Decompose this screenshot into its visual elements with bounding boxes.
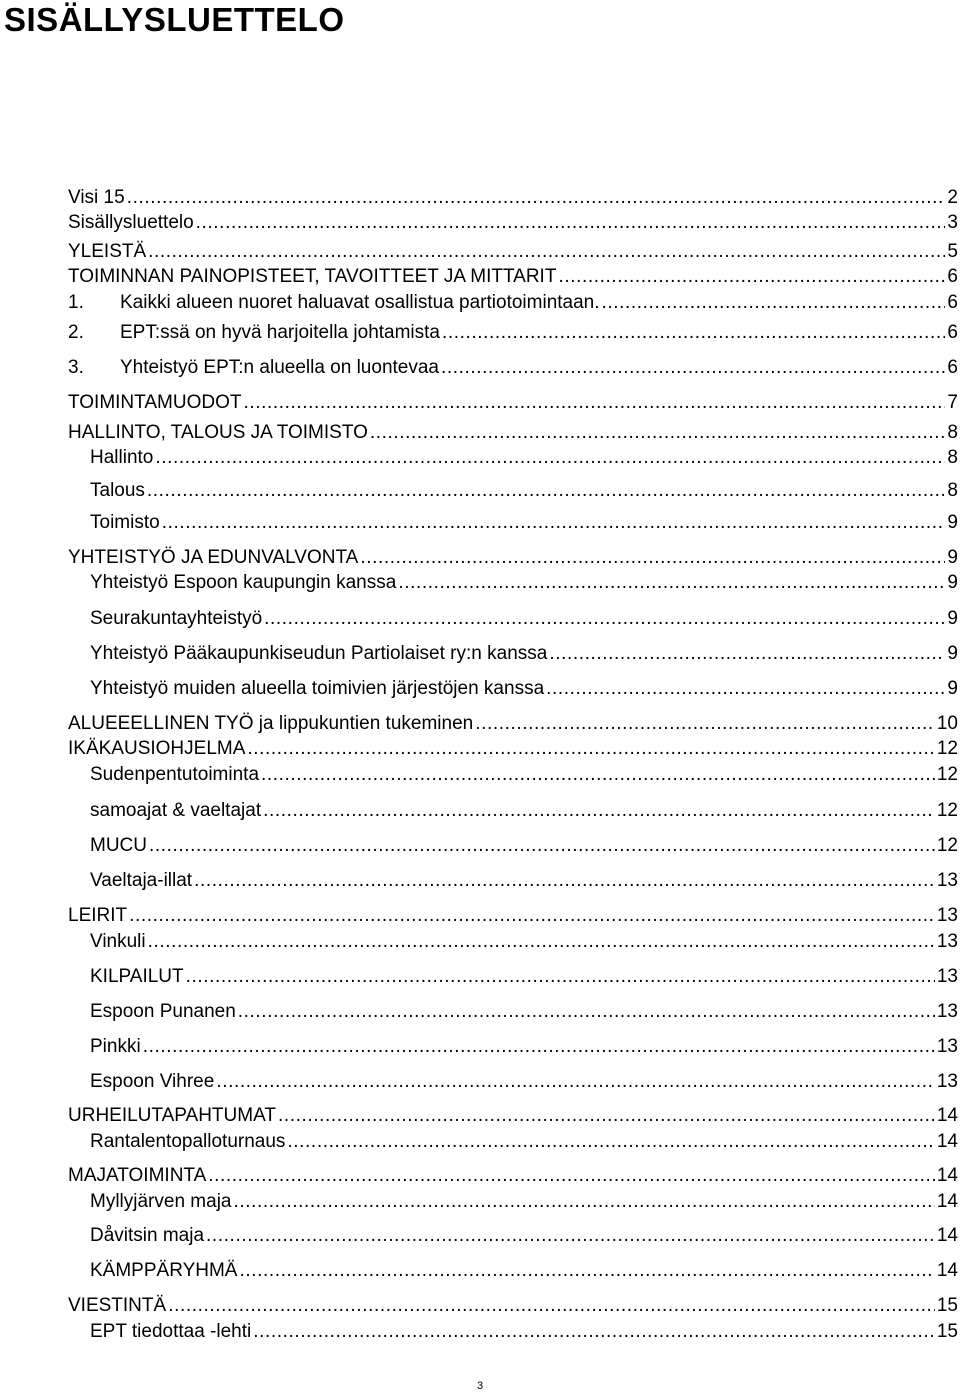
toc-dot-leader (253, 1320, 935, 1344)
toc-entry[interactable] (90, 799, 958, 823)
toc-dot-leader (549, 642, 945, 666)
toc-entry-label: Kaikki alueen nuoret haluavat osallistua partiotoimintaan. (120, 292, 600, 313)
toc-dot-leader (243, 391, 945, 415)
toc-entry[interactable] (90, 446, 958, 470)
toc-entry-page: 3 (947, 212, 958, 233)
toc-entry[interactable] (90, 1259, 958, 1283)
toc-entry-label: YLEISTÄ (68, 241, 147, 262)
toc-entry[interactable] (68, 356, 958, 380)
toc-entry-page: 14 (936, 1225, 958, 1246)
toc-entry-page: 7 (947, 392, 958, 413)
toc-entry-page: 14 (936, 1191, 958, 1212)
toc-entry-page: 13 (936, 1071, 958, 1092)
page-number: 3 (476, 1380, 484, 1392)
toc-entry-label: Pinkki (90, 1036, 141, 1057)
toc-dot-leader (602, 291, 946, 315)
toc-dot-leader (216, 1070, 935, 1094)
toc-dot-leader (129, 904, 935, 928)
toc-entry[interactable] (68, 1164, 958, 1188)
toc-entry[interactable] (90, 1000, 958, 1024)
toc-entry-page: 13 (936, 1036, 958, 1057)
toc-dot-leader (162, 511, 946, 535)
toc-dot-leader (558, 265, 945, 289)
toc-dot-leader (239, 1259, 934, 1283)
toc-entry-number: 1. (68, 292, 84, 313)
toc-dot-leader (127, 186, 946, 210)
toc-entry-label: Yhteistyö EPT:n alueella on luontevaa (120, 357, 439, 378)
toc-entry[interactable] (68, 712, 958, 736)
toc-entry[interactable] (90, 1035, 958, 1059)
toc-dot-leader (206, 1224, 935, 1248)
toc-dot-leader (287, 1130, 934, 1154)
toc-entry-page: 13 (936, 931, 958, 952)
toc-entry-label: Hallinto (90, 447, 154, 468)
toc-entry-page: 12 (936, 738, 958, 759)
toc-entry-page: 8 (947, 480, 958, 501)
toc-entry[interactable] (68, 211, 958, 235)
toc-entry-page: 6 (947, 357, 958, 378)
toc-entry[interactable] (90, 642, 958, 666)
toc-entry-page: 13 (936, 905, 958, 926)
toc-entry[interactable] (68, 421, 958, 445)
toc-entry-page: 13 (936, 1001, 958, 1022)
toc-entry-page: 9 (947, 608, 958, 629)
toc-dot-leader (442, 321, 945, 345)
toc-entry-page: 8 (947, 422, 958, 443)
toc-entry[interactable] (90, 930, 958, 954)
toc-entry-label: Espoon Vihree (90, 1071, 215, 1092)
toc-entry[interactable] (90, 1224, 958, 1248)
toc-dot-leader (186, 965, 935, 989)
table-of-contents (68, 0, 958, 1394)
toc-entry-label: MUCU (90, 835, 147, 856)
toc-entry-label: TOIMINTAMUODOT (68, 392, 242, 413)
toc-dot-leader (263, 799, 935, 823)
toc-entry-label: Yhteistyö Pääkaupunkiseudun Partiolaiset ry:n kanssa (90, 643, 548, 664)
toc-entry-label: TOIMINNAN PAINOPISTEET, TAVOITTEET JA MITTARIT (68, 266, 557, 287)
toc-dot-leader (194, 869, 935, 893)
toc-entry[interactable] (68, 186, 958, 210)
toc-entry[interactable] (90, 869, 958, 893)
toc-dot-leader (168, 1294, 935, 1318)
toc-entry[interactable] (90, 511, 958, 535)
toc-entry-page: 9 (947, 547, 958, 568)
toc-entry[interactable] (68, 391, 958, 415)
toc-entry-page: 13 (936, 966, 958, 987)
toc-entry-label: Seurakuntayhteistyö (90, 608, 263, 629)
toc-entry[interactable] (68, 240, 958, 264)
toc-entry-label: EPT tiedottaa -lehti (90, 1321, 252, 1342)
toc-entry-label: Talous (90, 480, 145, 501)
toc-entry-label: Sisällysluettelo (68, 212, 194, 233)
toc-entry[interactable] (90, 607, 958, 631)
toc-entry-page: 8 (947, 447, 958, 468)
toc-entry-label: YHTEISTYÖ JA EDUNVALVONTA (68, 547, 359, 568)
toc-entry-label: Espoon Punanen (90, 1001, 236, 1022)
toc-entry-page: 2 (947, 187, 958, 208)
toc-entry[interactable] (68, 291, 958, 315)
toc-entry-page: 12 (936, 800, 958, 821)
toc-entry-label: Vaeltaja-illat (90, 870, 193, 891)
toc-entry[interactable] (68, 737, 958, 761)
toc-entry-page: 9 (947, 572, 958, 593)
toc-entry[interactable] (68, 546, 958, 570)
toc-entry-label: Rantalentopalloturnaus (90, 1131, 286, 1152)
toc-dot-leader (546, 677, 945, 701)
toc-entry-page: 6 (947, 292, 958, 313)
toc-entry[interactable] (90, 479, 958, 503)
toc-entry-label: Myllyjärven maja (90, 1191, 232, 1212)
toc-entry[interactable] (90, 1070, 958, 1094)
toc-entry-label: IKÄKAUSIOHJELMA (68, 738, 246, 759)
toc-entry[interactable] (68, 321, 958, 345)
toc-dot-leader (238, 1000, 935, 1024)
toc-entry[interactable] (68, 265, 958, 289)
toc-dot-leader (143, 1035, 935, 1059)
toc-entry-label: VIESTINTÄ (68, 1295, 167, 1316)
toc-entry-page: 15 (936, 1295, 958, 1316)
toc-entry-label: Yhteistyö muiden alueella toimivien järjestöjen kanssa (90, 678, 545, 699)
toc-entry-label: Dåvitsin maja (90, 1225, 205, 1246)
toc-dot-leader (398, 571, 945, 595)
toc-entry-label: Toimisto (90, 512, 160, 533)
toc-entry[interactable] (90, 677, 958, 701)
toc-dot-leader (370, 421, 946, 445)
toc-entry[interactable] (90, 1320, 958, 1344)
toc-entry-label: Visi 15 (68, 187, 125, 208)
toc-entry-label: samoajat & vaeltajat (90, 800, 262, 821)
toc-entry-label: KILPAILUT (90, 966, 184, 987)
toc-entry-page: 12 (936, 764, 958, 785)
toc-entry-page: 14 (936, 1165, 958, 1186)
toc-entry[interactable] (68, 1104, 958, 1128)
toc-dot-leader (149, 834, 935, 858)
toc-dot-leader (233, 1190, 934, 1214)
toc-entry-page: 15 (936, 1321, 958, 1342)
toc-entry-label: Vinkuli (90, 931, 146, 952)
toc-entry-page: 9 (947, 678, 958, 699)
toc-entry[interactable] (90, 571, 958, 595)
toc-dot-leader (441, 356, 945, 380)
toc-entry-label: Yhteistyö Espoon kaupungin kanssa (90, 572, 397, 593)
toc-dot-leader (147, 479, 946, 503)
toc-dot-leader (475, 712, 935, 736)
toc-dot-leader (261, 763, 935, 787)
toc-dot-leader (155, 446, 945, 470)
toc-entry-page: 6 (947, 266, 958, 287)
page-title: SISÄLLYSLUETTELO (4, 1, 345, 38)
toc-dot-leader (264, 607, 945, 631)
toc-entry[interactable] (68, 904, 958, 928)
toc-entry[interactable] (90, 1130, 958, 1154)
toc-entry-page: 5 (947, 241, 958, 262)
toc-entry-label: Sudenpentutoiminta (90, 764, 260, 785)
toc-entry-page: 10 (936, 713, 958, 734)
toc-entry[interactable] (90, 965, 958, 989)
toc-entry[interactable] (68, 1294, 958, 1318)
toc-dot-leader (196, 211, 946, 235)
toc-entry-label: LEIRIT (68, 905, 128, 926)
toc-dot-leader (148, 240, 945, 264)
toc-dot-leader (148, 930, 935, 954)
toc-entry[interactable] (90, 763, 958, 787)
toc-entry-label: URHEILUTAPAHTUMAT (68, 1105, 276, 1126)
toc-entry-label: HALLINTO, TALOUS JA TOIMISTO (68, 422, 368, 443)
toc-entry[interactable] (90, 1190, 958, 1214)
toc-entry-page: 12 (936, 835, 958, 856)
toc-entry-label: ALUEEELLINEN TYÖ ja lippukuntien tukeminen (68, 713, 474, 734)
toc-entry-page: 6 (947, 322, 958, 343)
toc-entry-label: KÄMPPÄRYHMÄ (90, 1260, 238, 1281)
toc-entry-page: 14 (936, 1105, 958, 1126)
toc-entry-number: 2. (68, 322, 84, 343)
toc-dot-leader (360, 546, 945, 570)
toc-entry-label: MAJATOIMINTA (68, 1165, 207, 1186)
toc-entry-page: 14 (936, 1131, 958, 1152)
toc-dot-leader (247, 737, 934, 761)
toc-entry-page: 13 (936, 870, 958, 891)
toc-entry-number: 3. (68, 357, 84, 378)
toc-entry-page: 14 (936, 1260, 958, 1281)
toc-dot-leader (208, 1164, 935, 1188)
toc-entry[interactable] (90, 834, 958, 858)
toc-entry-page: 9 (947, 643, 958, 664)
toc-dot-leader (278, 1104, 935, 1128)
toc-entry-page: 9 (947, 512, 958, 533)
toc-entry-label: EPT:ssä on hyvä harjoitella johtamista (120, 322, 440, 343)
